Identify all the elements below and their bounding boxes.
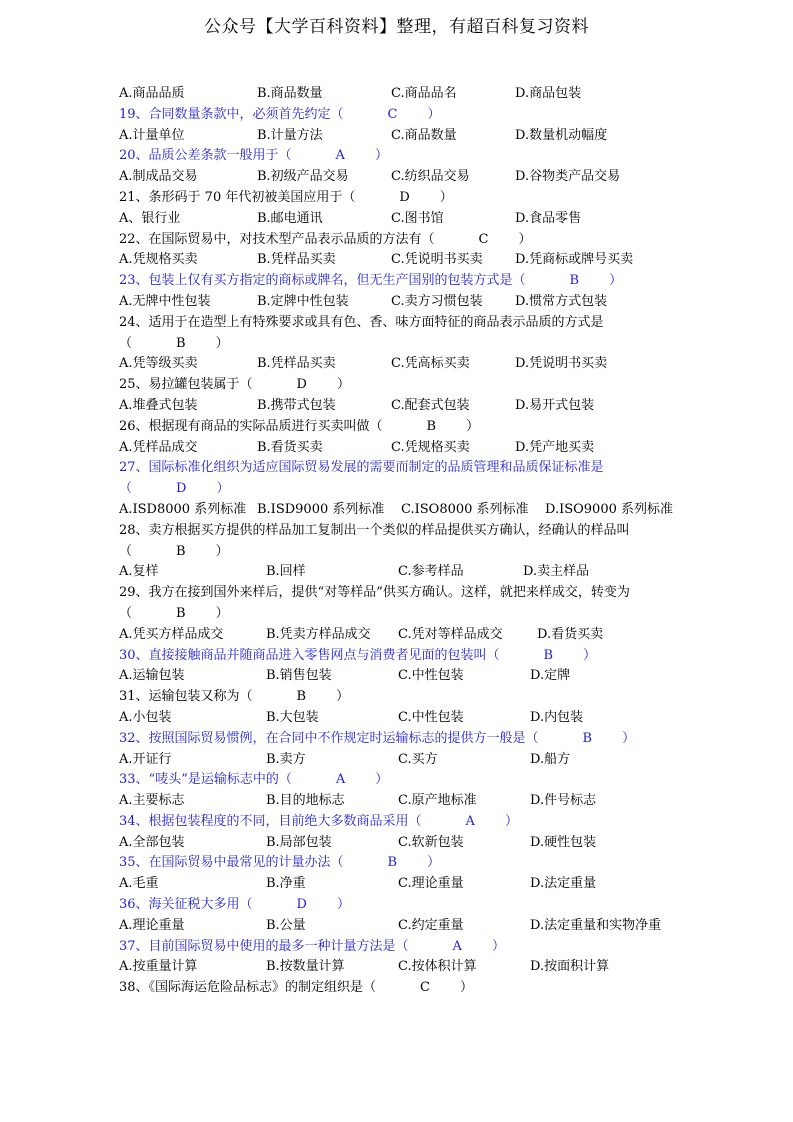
answer-option: B.邮电通讯: [257, 210, 323, 226]
answer-option: A.运输包装: [119, 668, 185, 684]
answer-option: C.买方: [398, 751, 438, 767]
answer-option: D.按面积计算: [530, 959, 610, 975]
question-stem: 24、适用于在造型上有特殊要求或具有色、香、味方面特征的商品表示品质的方式是: [119, 314, 604, 330]
answer-options-row: [119, 750, 679, 771]
question-text: [119, 687, 679, 708]
answer-option: A.开证行: [119, 751, 172, 767]
question-text: [119, 271, 679, 292]
question-stem: （: [119, 481, 133, 497]
answer-option: B.大包装: [266, 709, 319, 725]
answer-option: A.凭样品成交: [119, 439, 198, 455]
answer-option: D.ISO9000 系列标准: [545, 501, 674, 517]
answer-option: D.惯常方式包装: [515, 293, 608, 309]
answer-option: D.法定重量: [530, 876, 597, 892]
closing-paren: ）: [375, 772, 389, 788]
closing-paren: ）: [336, 689, 350, 705]
question-text: [119, 937, 679, 958]
answer-option: B.携带式包装: [257, 397, 336, 413]
answer-letter: D: [176, 481, 187, 497]
answer-options-row: [119, 791, 679, 812]
question-stem: 30、直接接触商品并随商品进入零售网点与消费者见面的包装叫（: [119, 647, 500, 663]
answer-option: D.凭商标或牌号买卖: [515, 252, 634, 268]
answer-option: B.销售包装: [266, 668, 332, 684]
answer-letter: A: [335, 148, 345, 164]
question-stem: 36、海关征税大多用（: [119, 897, 253, 913]
answer-options-row: [119, 562, 679, 583]
answer-option: C.约定重量: [398, 917, 464, 933]
closing-paren: ）: [427, 106, 441, 122]
answer-option: C.参考样品: [398, 564, 464, 580]
question-text: [119, 375, 679, 396]
closing-paren: ）: [583, 647, 597, 663]
answer-option: D.易开式包装: [515, 397, 595, 413]
answer-options-row: [119, 500, 679, 521]
closing-paren: ）: [518, 231, 532, 247]
answer-options-row: [119, 126, 679, 147]
question-stem: （: [119, 543, 133, 559]
answer-option: D.定牌: [530, 668, 571, 684]
question-stem: 21、条形码于 70 年代初被美国应用于（: [119, 189, 356, 205]
question-text: [119, 458, 679, 479]
question-text: [119, 105, 679, 126]
closing-paren: ）: [609, 273, 623, 289]
answer-letter: B: [296, 689, 307, 705]
answer-option: A.理论重量: [119, 917, 185, 933]
question-text: [119, 895, 679, 916]
answer-option: B.初级产品交易: [257, 169, 349, 185]
question-stem: （: [119, 335, 133, 351]
answer-line: [119, 479, 679, 500]
question-stem: 37、目前国际贸易中使用的最多一种计量方法是（: [119, 938, 409, 954]
answer-option: C.凭规格买卖: [391, 439, 470, 455]
answer-option: C.软新包装: [398, 834, 464, 850]
answer-option: C.纺织品交易: [391, 169, 470, 185]
answer-option: C.商品数量: [391, 127, 457, 143]
question-text: [119, 978, 679, 999]
question-stem: 34、根据包装程度的不同，目前绝大多数商品采用（: [119, 813, 422, 829]
answer-option: B.看货买卖: [257, 439, 323, 455]
question-text: [119, 853, 679, 874]
answer-option: A.堆叠式包装: [119, 397, 198, 413]
question-stem: 38、《国际海运危险品标志》的制定组织是（: [119, 980, 377, 996]
answer-option: B.局部包装: [266, 834, 332, 850]
answer-letter: B: [176, 605, 186, 621]
closing-paren: ）: [215, 605, 229, 621]
answer-option: A.全部包装: [119, 834, 185, 850]
answer-options-row: [119, 438, 679, 459]
answer-option: A.小包装: [119, 709, 172, 725]
answer-options-row: [119, 292, 679, 313]
answer-option: A.凭买方样品成交: [119, 626, 224, 642]
answer-option: D.法定重量和实物净重: [530, 917, 662, 933]
answer-letter: B: [176, 335, 186, 351]
answer-option: D.硬性包装: [530, 834, 597, 850]
answer-option: B.计量方法: [257, 127, 323, 143]
answer-option: A.商品品质: [119, 86, 185, 101]
page-header: 公众号【大学百科资料】整理，有超百科复习资料: [204, 17, 589, 37]
question-stem: 26、根据现有商品的实际品质进行买卖叫做（: [119, 418, 383, 434]
answer-option: A.无牌中性包装: [119, 293, 211, 309]
question-text: [119, 770, 679, 791]
answer-option: C.配套式包装: [391, 397, 470, 413]
answer-option: A.凭规格买卖: [119, 252, 198, 268]
answer-letter: D: [399, 189, 410, 205]
answer-options-row: [119, 708, 679, 729]
answer-options-row: [119, 874, 679, 895]
answer-option: C.中性包装: [398, 709, 464, 725]
answer-option: A.主要标志: [119, 793, 185, 809]
answer-letter: A: [465, 813, 475, 829]
answer-option: B.定牌中性包装: [257, 293, 349, 309]
answer-letter: A: [335, 772, 346, 788]
answer-letter: C: [420, 980, 430, 996]
closing-paren: ）: [336, 897, 350, 913]
answer-option: D.看货买卖: [537, 626, 604, 642]
answer-option: B.凭卖方样品成交: [266, 626, 371, 642]
closing-paren: ）: [622, 730, 636, 746]
answer-option: A.毛重: [119, 876, 159, 892]
question-text: [119, 230, 679, 251]
closing-paren: ）: [504, 813, 518, 829]
question-stem: 29、我方在接到国外来样后，提供“对等样品”供买方确认。这样，就把来样成交，转变为: [119, 585, 630, 601]
answer-option: B.ISD9000 系列标准: [257, 501, 385, 517]
answer-letter: B: [582, 730, 593, 746]
question-text: [119, 583, 679, 604]
answer-options-row: [119, 250, 679, 271]
answer-option: C.商品品名: [391, 86, 457, 101]
answer-option: C.中性包装: [398, 668, 464, 684]
closing-paren: ）: [491, 938, 505, 954]
answer-option: C.按体积计算: [398, 959, 477, 975]
question-text: [119, 313, 679, 334]
answer-letter: B: [176, 543, 186, 559]
question-stem: 35、在国际贸易中最常见的计量办法（: [119, 855, 344, 871]
question-stem: 19、合同数量条款中，必须首先约定（: [119, 106, 344, 122]
answer-option: B.净重: [266, 876, 306, 892]
question-stem: 25、易拉罐包装属于（: [119, 377, 253, 393]
answer-options-row: [119, 167, 679, 188]
question-stem: 27、国际标准化组织为适应国际贸易发展的需要而制定的品质管理和品质保证标准是: [119, 460, 604, 476]
closing-paren: ）: [216, 481, 230, 497]
question-text: [119, 521, 679, 542]
answer-option: D.件号标志: [530, 793, 597, 809]
answer-option: B.目的地标志: [266, 793, 345, 809]
answer-line: [119, 334, 679, 355]
answer-letter: D: [296, 377, 307, 393]
closing-paren: ）: [439, 189, 453, 205]
answer-option: C.理论重量: [398, 876, 464, 892]
answer-options-row: [119, 209, 679, 230]
question-stem: 33、“唛头”是运输标志中的（: [119, 772, 292, 788]
answer-option: C.凭高标买卖: [391, 356, 470, 372]
answer-option: B.回样: [266, 564, 306, 580]
answer-option: B.卖方: [266, 751, 306, 767]
question-list: [119, 84, 679, 999]
answer-letter: B: [569, 273, 580, 289]
answer-letter: C: [478, 231, 489, 247]
answer-options-row: [119, 666, 679, 687]
answer-letter: A: [452, 938, 462, 954]
answer-options-row: [119, 84, 679, 105]
answer-letter: D: [296, 897, 307, 913]
answer-options-row: [119, 916, 679, 937]
answer-option: A.ISD8000 系列标准: [119, 501, 247, 517]
question-stem: 22、在国际贸易中，对技术型产品表示品质的方法有（: [119, 231, 435, 247]
answer-letter: B: [543, 647, 554, 663]
answer-option: B.凭样品买卖: [257, 356, 336, 372]
answer-option: D.卖主样品: [523, 564, 590, 580]
question-text: [119, 812, 679, 833]
answer-option: D.谷物类产品交易: [515, 169, 621, 185]
question-text: [119, 729, 679, 750]
answer-option: A.复样: [119, 564, 159, 580]
question-text: [119, 417, 679, 438]
answer-option: B.商品数量: [257, 86, 323, 101]
answer-line: [119, 542, 679, 563]
closing-paren: ）: [215, 335, 229, 351]
closing-paren: ）: [336, 377, 350, 393]
answer-options-row: [119, 396, 679, 417]
answer-option: B.按数量计算: [266, 959, 345, 975]
closing-paren: ）: [215, 543, 229, 559]
answer-option: C.原产地标准: [398, 793, 477, 809]
answer-option: A.制成品交易: [119, 169, 198, 185]
answer-option: A.计量单位: [119, 127, 185, 143]
question-stem: 31、运输包装又称为（: [119, 689, 253, 705]
question-stem: 23、包装上仅有买方指定的商标或牌名，但无生产国别的包装方式是（: [119, 273, 526, 289]
answer-option: A.凭等级买卖: [119, 356, 198, 372]
answer-option: D.数量机动幅度: [515, 127, 608, 143]
answer-option: A.按重量计算: [119, 959, 198, 975]
answer-option: D.凭说明书买卖: [515, 356, 608, 372]
question-stem: 20、品质公差条款一般用于（: [119, 148, 292, 164]
answer-options-row: [119, 625, 679, 646]
closing-paren: ）: [460, 980, 474, 996]
question-text: [119, 646, 679, 667]
answer-option: D.凭产地买卖: [515, 439, 595, 455]
closing-paren: ）: [466, 418, 480, 434]
answer-letter: B: [387, 855, 398, 871]
answer-option: D.内包装: [530, 709, 584, 725]
answer-option: C.图书馆: [391, 210, 444, 226]
answer-letter: B: [426, 418, 437, 434]
question-text: [119, 188, 679, 209]
question-stem: 28、卖方根据买方提供的样品加工复制出一个类似的样品提供买方确认，经确认的样品叫: [119, 522, 630, 538]
question-stem: （: [119, 605, 133, 621]
question-text: [119, 146, 679, 167]
answer-letter: C: [387, 106, 398, 122]
closing-paren: ）: [374, 148, 388, 164]
answer-option: B.公量: [266, 917, 306, 933]
answer-option: B.凭样品买卖: [257, 252, 336, 268]
answer-option: D.船方: [530, 751, 571, 767]
answer-option: D.食品零售: [515, 210, 582, 226]
answer-option: D.商品包装: [515, 86, 582, 101]
answer-option: C.ISO8000 系列标准: [401, 501, 529, 517]
question-stem: 32、按照国际贸易惯例，在合同中不作规定时运输标志的提供方一般是（: [119, 730, 539, 746]
answer-options-row: [119, 354, 679, 375]
closing-paren: ）: [427, 855, 441, 871]
answer-options-row: [119, 957, 679, 978]
answer-line: [119, 604, 679, 625]
answer-option: C.凭对等样品成交: [398, 626, 503, 642]
answer-options-row: [119, 833, 679, 854]
answer-option: C.卖方习惯包装: [391, 293, 483, 309]
answer-option: A、银行业: [119, 210, 181, 226]
answer-option: C.凭说明书买卖: [391, 252, 483, 268]
